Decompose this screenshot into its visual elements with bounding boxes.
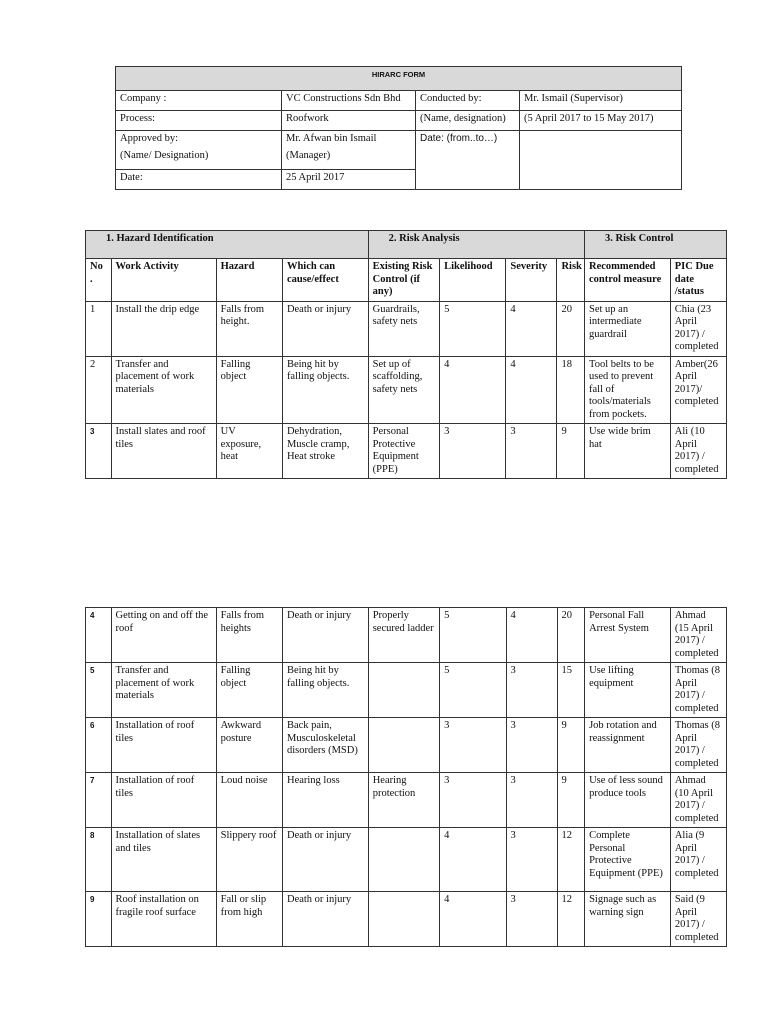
row-existing <box>368 892 439 947</box>
row-likelihood: 5 <box>440 608 506 663</box>
row-no: 2 <box>86 356 112 424</box>
approved-cell <box>116 131 282 170</box>
row-recommended: Use lifting equipment <box>585 663 671 718</box>
row-pic: Ali (10 April 2017) / completed <box>670 424 726 479</box>
col-risk: Risk <box>557 259 585 302</box>
risk-table-page-2 <box>85 607 727 947</box>
row-pic: Alia (9 April 2017) / completed <box>670 828 726 892</box>
row-activity: Installation of slates and tiles <box>111 828 216 892</box>
row-recommended: Use of less sound produce tools <box>585 773 671 828</box>
date-label: Date: <box>116 170 282 190</box>
row-severity: 3 <box>506 424 557 479</box>
row-no: 4 <box>86 608 112 663</box>
row-existing <box>368 718 439 773</box>
section-risk-control: 3. Risk Control <box>585 231 727 259</box>
row-hazard: Awkward posture <box>216 718 282 773</box>
col-pic: PIC Due date /status <box>670 259 726 302</box>
row-pic: Ahmad (10 April 2017) / completed <box>670 773 726 828</box>
row-hazard: UV exposure, heat <box>216 424 282 479</box>
row-likelihood: 3 <box>440 773 506 828</box>
row-pic: Chia (23 April 2017) / completed <box>670 301 726 356</box>
col-existing-control: Existing Risk Control (if any) <box>368 259 439 302</box>
approved-value-cell <box>282 131 416 170</box>
row-recommended: Signage such as warning sign <box>585 892 671 947</box>
row-likelihood: 5 <box>440 301 506 356</box>
form-title: HIRARC FORM <box>116 67 682 91</box>
section-hazard-identification: 1. Hazard Identification <box>86 231 369 259</box>
row-severity: 4 <box>506 301 557 356</box>
row-recommended: Tool belts to be used to prevent fall of tools/materials from pockets. <box>585 356 671 424</box>
row-severity: 3 <box>506 718 557 773</box>
table-row <box>86 828 727 892</box>
row-severity: 4 <box>506 608 557 663</box>
row-risk: 15 <box>557 663 585 718</box>
col-likelihood: Likelihood <box>440 259 506 302</box>
row-severity: 3 <box>506 892 557 947</box>
row-risk: 20 <box>557 608 585 663</box>
row-likelihood: 4 <box>440 892 506 947</box>
conducted-date-label: Date: (from..to…) <box>416 131 520 190</box>
row-hazard: Slippery roof <box>216 828 282 892</box>
row-no: 5 <box>86 663 112 718</box>
row-activity: Installation of roof tiles <box>111 773 216 828</box>
row-no: 7 <box>86 773 112 828</box>
date-value: 25 April 2017 <box>282 170 416 190</box>
company-value: VC Constructions Sdn Bhd <box>282 91 416 111</box>
row-pic: Thomas (8 April 2017) / completed <box>670 663 726 718</box>
row-risk: 12 <box>557 828 585 892</box>
row-hazard: Falls from heights <box>216 608 282 663</box>
approved-value: Mr. Afwan bin Ismail <box>286 133 377 144</box>
row-activity: Roof installation on fragile roof surface <box>111 892 216 947</box>
row-hazard: Falls from height. <box>216 301 282 356</box>
row-severity: 4 <box>506 356 557 424</box>
row-effect: Being hit by falling objects. <box>282 356 368 424</box>
row-likelihood: 3 <box>440 424 506 479</box>
row-risk: 9 <box>557 424 585 479</box>
row-likelihood: 4 <box>440 356 506 424</box>
table-row <box>86 892 727 947</box>
row-activity: Transfer and placement of work materials <box>111 663 216 718</box>
conducted-value: Mr. Ismail (Supervisor) <box>520 91 682 111</box>
row-activity: Install slates and roof tiles <box>111 424 216 479</box>
row-likelihood: 4 <box>440 828 506 892</box>
section-risk-analysis: 2. Risk Analysis <box>368 231 584 259</box>
row-activity: Install the drip edge <box>111 301 216 356</box>
row-effect: Death or injury <box>282 892 368 947</box>
col-work-activity: Work Activity <box>111 259 216 302</box>
row-effect: Death or injury <box>282 608 368 663</box>
row-effect: Back pain, Musculoskeletal disorders (MSD) <box>282 718 368 773</box>
row-no: 1 <box>86 301 112 356</box>
row-existing <box>368 663 439 718</box>
row-no: 9 <box>86 892 112 947</box>
row-existing: Set up of scaffolding, safety nets <box>368 356 439 424</box>
row-no: 6 <box>86 718 112 773</box>
row-likelihood: 5 <box>440 663 506 718</box>
approved-sub-value: (Manager) <box>286 150 331 161</box>
row-existing: Personal Protective Equipment (PPE) <box>368 424 439 479</box>
row-recommended: Personal Fall Arrest System <box>585 608 671 663</box>
row-effect: Dehydration, Muscle cramp, Heat stroke <box>282 424 368 479</box>
row-risk: 18 <box>557 356 585 424</box>
row-pic: Said (9 April 2017) / completed <box>670 892 726 947</box>
table-row <box>86 608 727 663</box>
process-label: Process: <box>116 111 282 131</box>
row-recommended: Complete Personal Protective Equipment (PPE) <box>585 828 671 892</box>
conducted-date-value <box>520 131 682 190</box>
conducted-sub-label: (Name, designation) <box>416 111 520 131</box>
row-pic: Ahmad (15 April 2017) / completed <box>670 608 726 663</box>
row-effect: Death or injury <box>282 301 368 356</box>
row-no: 3 <box>86 424 112 479</box>
conducted-sub-value: (5 April 2017 to 15 May 2017) <box>520 111 682 131</box>
row-hazard: Fall or slip from high <box>216 892 282 947</box>
row-likelihood: 3 <box>440 718 506 773</box>
row-pic: Amber(26 April 2017)/ completed <box>670 356 726 424</box>
table-row <box>86 301 727 356</box>
approved-label: Approved by: <box>120 133 179 144</box>
hirarc-header-table <box>115 66 682 190</box>
col-cause-effect: Which can cause/effect <box>282 259 368 302</box>
table-row <box>86 773 727 828</box>
row-recommended: Job rotation and reassignment <box>585 718 671 773</box>
row-existing <box>368 828 439 892</box>
risk-table-page-1 <box>85 230 727 479</box>
table-row <box>86 718 727 773</box>
table-row <box>86 663 727 718</box>
conducted-label: Conducted by: <box>416 91 520 111</box>
approved-sub-label: (Name/ Designation) <box>120 150 209 161</box>
row-risk: 9 <box>557 718 585 773</box>
table-row <box>86 356 727 424</box>
col-hazard: Hazard <box>216 259 282 302</box>
row-activity: Installation of roof tiles <box>111 718 216 773</box>
process-value: Roofwork <box>282 111 416 131</box>
col-no: No . <box>86 259 112 302</box>
row-risk: 12 <box>557 892 585 947</box>
row-severity: 3 <box>506 773 557 828</box>
row-existing: Properly secured ladder <box>368 608 439 663</box>
row-pic: Thomas (8 April 2017) / completed <box>670 718 726 773</box>
row-effect: Death or injury <box>282 828 368 892</box>
row-hazard: Falling object <box>216 663 282 718</box>
row-recommended: Use wide brim hat <box>585 424 671 479</box>
row-severity: 3 <box>506 663 557 718</box>
row-hazard: Loud noise <box>216 773 282 828</box>
row-existing: Hearing protection <box>368 773 439 828</box>
row-risk: 9 <box>557 773 585 828</box>
row-severity: 3 <box>506 828 557 892</box>
row-existing: Guardrails, safety nets <box>368 301 439 356</box>
row-activity: Getting on and off the roof <box>111 608 216 663</box>
row-activity: Transfer and placement of work materials <box>111 356 216 424</box>
table-row <box>86 424 727 479</box>
row-effect: Hearing loss <box>282 773 368 828</box>
col-severity: Severity <box>506 259 557 302</box>
row-recommended: Set up an intermediate guardrail <box>585 301 671 356</box>
company-label: Company : <box>116 91 282 111</box>
row-effect: Being hit by falling objects. <box>282 663 368 718</box>
row-no: 8 <box>86 828 112 892</box>
row-risk: 20 <box>557 301 585 356</box>
row-hazard: Falling object <box>216 356 282 424</box>
col-recommended: Recommended control measure <box>585 259 671 302</box>
